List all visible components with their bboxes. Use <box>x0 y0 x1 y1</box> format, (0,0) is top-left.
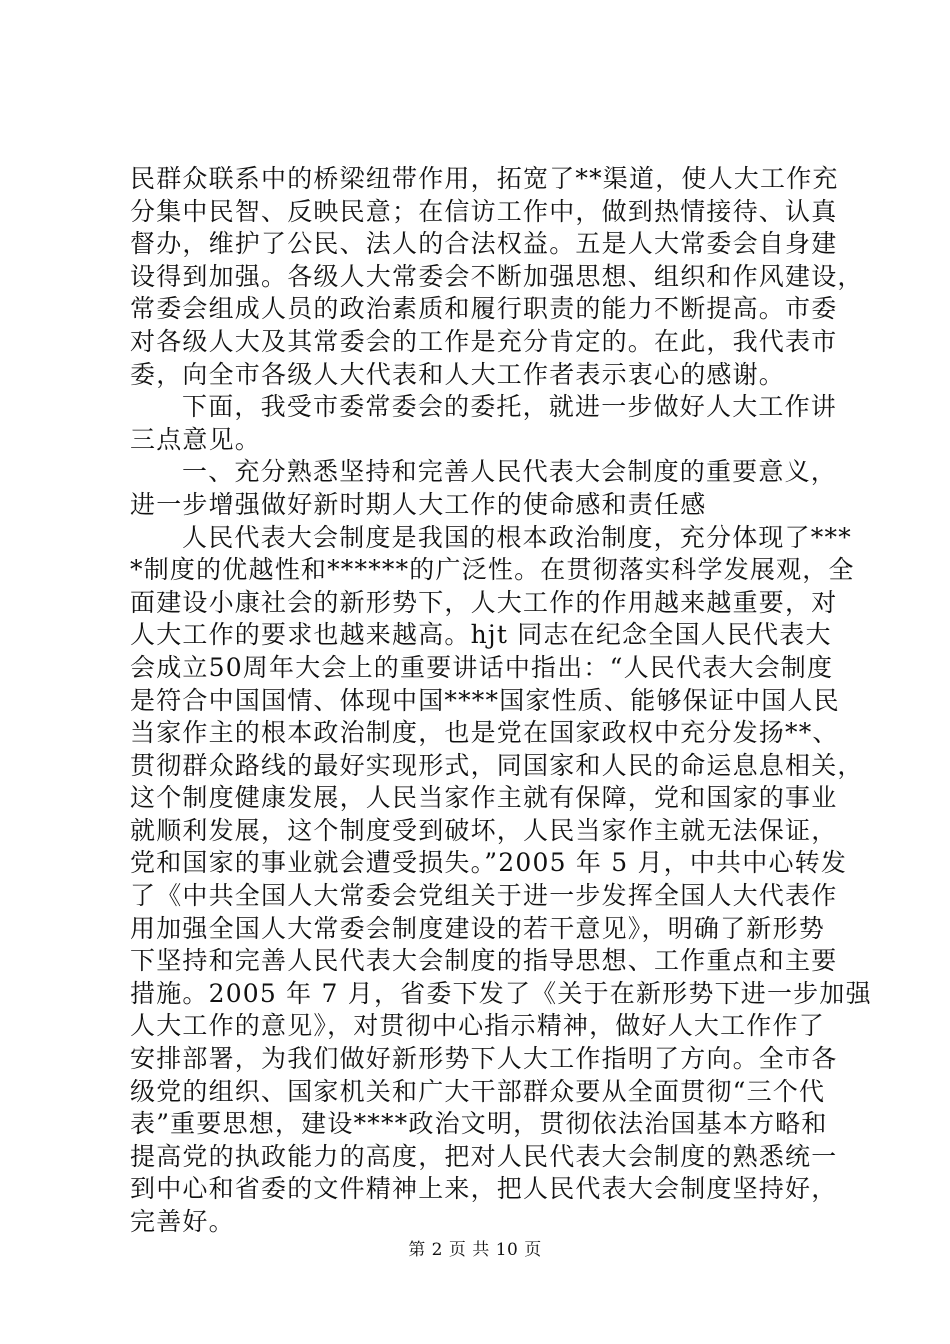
text-line: 表”重要思想，建设****政治文明，贯彻依法治国基本方略和 <box>130 1109 828 1139</box>
section-heading-line: 进一步增强做好新时期人大工作的使命感和责任感 <box>130 489 707 519</box>
text-line: 设得到加强。各级人大常委会不断加强思想、组织和作风建设， <box>130 261 864 291</box>
text-line: 面建设小康社会的新形势下，人大工作的作用越来越重要，对 <box>130 587 838 617</box>
text-line: 会成立50周年大会上的重要讲话中指出：“人民代表大会制度 <box>130 652 834 682</box>
text-line: 用加强全国人大常委会制度建设的若干意见》，明确了新形势 <box>130 913 825 943</box>
text-line: 常委会组成人员的政治素质和履行职责的能力不断提高。市委 <box>130 294 838 324</box>
text-line: 下面，我受市委常委会的委托，就进一步做好人大工作讲 <box>182 392 838 422</box>
text-line: 党和国家的事业就会遭受损失。”2005 年 5 月，中共中心转发 <box>130 848 848 878</box>
text-line: *制度的优越性和******的广泛性。在贯彻落实科学发展观，全 <box>130 555 855 585</box>
text-line: 人大工作的意见》，对贯彻中心指示精神，做好人大工作作了 <box>130 1011 825 1041</box>
text-line: 这个制度健康发展，人民当家作主就有保障，党和国家的事业 <box>130 783 838 813</box>
section-heading-line: 一、充分熟悉坚持和完善人民代表大会制度的重要意义， <box>182 457 838 487</box>
text-line: 民群众联系中的桥梁纽带作用，拓宽了**渠道，使人大工作充 <box>130 164 839 193</box>
document-body <box>130 163 872 1239</box>
text-line: 三点意见。 <box>130 424 262 454</box>
text-line: 人大工作的要求也越来越高。hjt 同志在纪念全国人民代表大 <box>130 620 832 650</box>
text-line: 完善好。 <box>130 1207 235 1236</box>
text-line: 委，向全市各级人大代表和人大工作者表示衷心的感谢。 <box>130 359 786 389</box>
page-number-footer: 第 2 页 共 10 页 <box>408 1240 542 1260</box>
text-line: 级党的组织、国家机关和广大干部群众要从全面贯彻“三个代 <box>130 1076 826 1106</box>
text-line: 人民代表大会制度是我国的根本政治制度，充分体现了*** <box>182 522 852 552</box>
text-line: 对各级人大及其常委会的工作是充分肯定的。在此，我代表市 <box>130 326 838 356</box>
text-line: 督办，维护了公民、法人的合法权益。五是人大常委会自身建 <box>130 229 838 259</box>
text-line: 是符合中国国情、体现中国****国家性质、能够保证中国人民 <box>130 685 840 715</box>
text-line: 当家作主的根本政治制度，也是党在国家政权中充分发扬**、 <box>130 718 839 748</box>
text-line: 措施。2005 年 7 月，省委下发了《关于在新形势下进一步加强 <box>130 978 872 1008</box>
text-line: 提高党的执政能力的高度，把对人民代表大会制度的熟悉统一 <box>130 1141 838 1171</box>
text-line: 了《中共全国人大常委会党组关于进一步发挥全国人大代表作 <box>130 881 838 911</box>
text-line: 分集中民智、反映民意；在信访工作中，做到热情接待、认真 <box>130 196 838 226</box>
text-line: 安排部署，为我们做好新形势下人大工作指明了方向。全市各 <box>130 1044 838 1074</box>
text-line: 就顺利发展，这个制度受到破坏，人民当家作主就无法保证， <box>130 815 838 845</box>
text-line: 下坚持和完善人民代表大会制度的指导思想、工作重点和主要 <box>130 946 838 976</box>
text-line: 到中心和省委的文件精神上来，把人民代表大会制度坚持好， <box>130 1174 838 1204</box>
text-line: 贯彻群众路线的最好实现形式，同国家和人民的命运息息相关， <box>130 750 864 780</box>
